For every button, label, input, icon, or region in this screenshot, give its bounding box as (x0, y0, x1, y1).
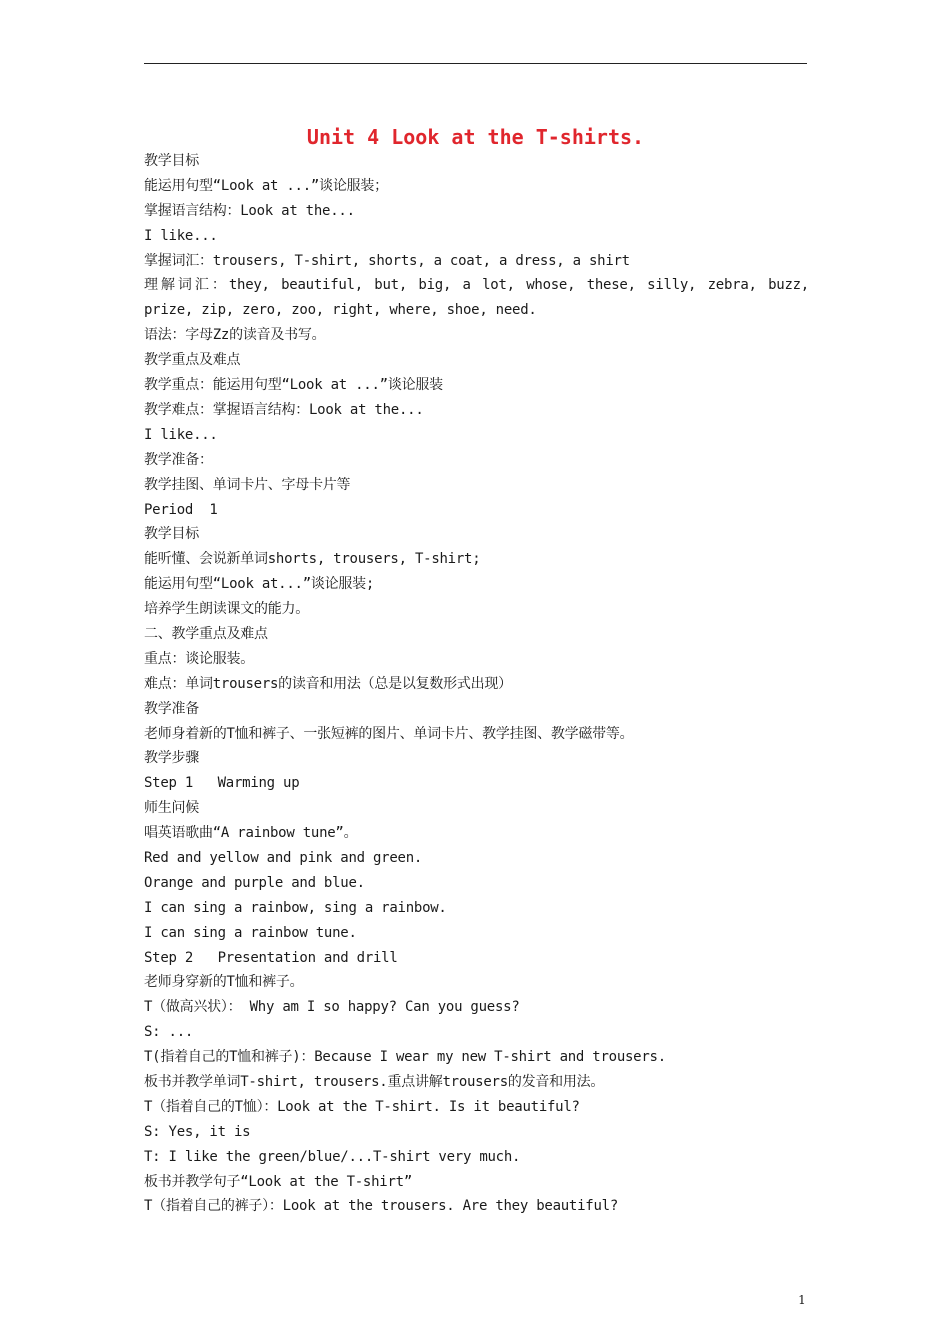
text-line: Orange and purple and blue. (144, 874, 365, 891)
text-line: T（做高兴状）： Why am I so happy? Can you guess? (144, 999, 520, 1016)
text-line: 板书并教学单词T-shirt, trousers.重点讲解trousers的发音和用法。 (144, 1073, 605, 1090)
text-line: 教学准备： (144, 451, 213, 468)
text-line: 教学准备 (144, 700, 199, 717)
text-line: I like... (144, 426, 218, 443)
text-line: 重点：谈论服装。 (144, 650, 254, 667)
text-line: 教学重点及难点 (144, 352, 241, 369)
text-line: I like... (144, 227, 218, 244)
text-line: Red and yellow and pink and green. (144, 849, 423, 866)
text-line: I can sing a rainbow, sing a rainbow. (144, 899, 447, 916)
text-line: 教学难点：掌握语言结构：Look at the... (144, 401, 424, 418)
text-line: T(指着自己的T恤和裤子)：Because I wear my new T-shirt and trousers. (144, 1049, 666, 1066)
document-body (144, 149, 809, 1219)
text-line: 老师身穿新的T恤和裤子。 (144, 974, 304, 991)
text-line: Step 1 Warming up (144, 775, 300, 792)
text-line: 难点：单词trousers的读音和用法（总是以复数形式出现） (144, 675, 512, 692)
text-line: 教学步骤 (144, 750, 199, 767)
text-line: Step 2 Presentation and drill (144, 949, 398, 966)
text-line: 能听懂、会说新单词shorts, trousers, T-shirt; (144, 551, 481, 568)
text-line: T（指着自己的裤子）：Look at the trousers. Are they beautiful? (144, 1198, 619, 1215)
text-line: 教学目标 (144, 153, 199, 169)
text-line: 教学挂图、单词卡片、字母卡片等 (144, 476, 351, 493)
text-line: S: Yes, it is (144, 1123, 251, 1140)
text-line: 培养学生朗读课文的能力。 (144, 601, 309, 618)
text-line: 掌握词汇：trousers, T-shirt, shorts, a coat, a dress, a shirt (144, 252, 630, 269)
text-line: 理解词汇：they, beautiful, but, big, a lot, whose, these, silly, zebra, buzz, prize, zip, zero, zoo, right, where, shoe, need. (144, 277, 809, 319)
text-line: 语法：字母Zz的读音及书写。 (144, 327, 326, 344)
text-line: 二、教学重点及难点 (144, 625, 268, 642)
text-line: I can sing a rainbow tune. (144, 924, 357, 941)
text-line: 掌握语言结构：Look at the... (144, 202, 355, 219)
text-line: 唱英语歌曲“A rainbow tune”。 (144, 825, 358, 842)
text-line: T（指着自己的T恤）：Look at the T-shirt. Is it beautiful? (144, 1098, 580, 1115)
header-rule (144, 63, 807, 64)
page-number: 1 (798, 1293, 806, 1307)
text-line: Period 1 (144, 501, 218, 518)
text-line: 教学目标 (144, 526, 199, 543)
document-title: Unit 4 Look at the T-shirts. (306, 125, 645, 149)
text-line: 教学重点：能运用句型“Look at ...”谈论服装 (144, 377, 443, 394)
text-line: 板书并教学句子“Look at the T-shirt” (144, 1173, 413, 1190)
text-line: 能运用句型“Look at ...”谈论服装； (144, 177, 388, 194)
text-line: S: ... (144, 1024, 194, 1041)
text-line: 师生问候 (144, 800, 199, 817)
text-line: 老师身着新的T恤和裤子、一张短裤的图片、单词卡片、教学挂图、教学磁带等。 (144, 725, 634, 742)
text-line: 能运用句型“Look at...”谈论服装; (144, 576, 375, 593)
text-line: T: I like the green/blue/...T-shirt very much. (144, 1148, 521, 1165)
